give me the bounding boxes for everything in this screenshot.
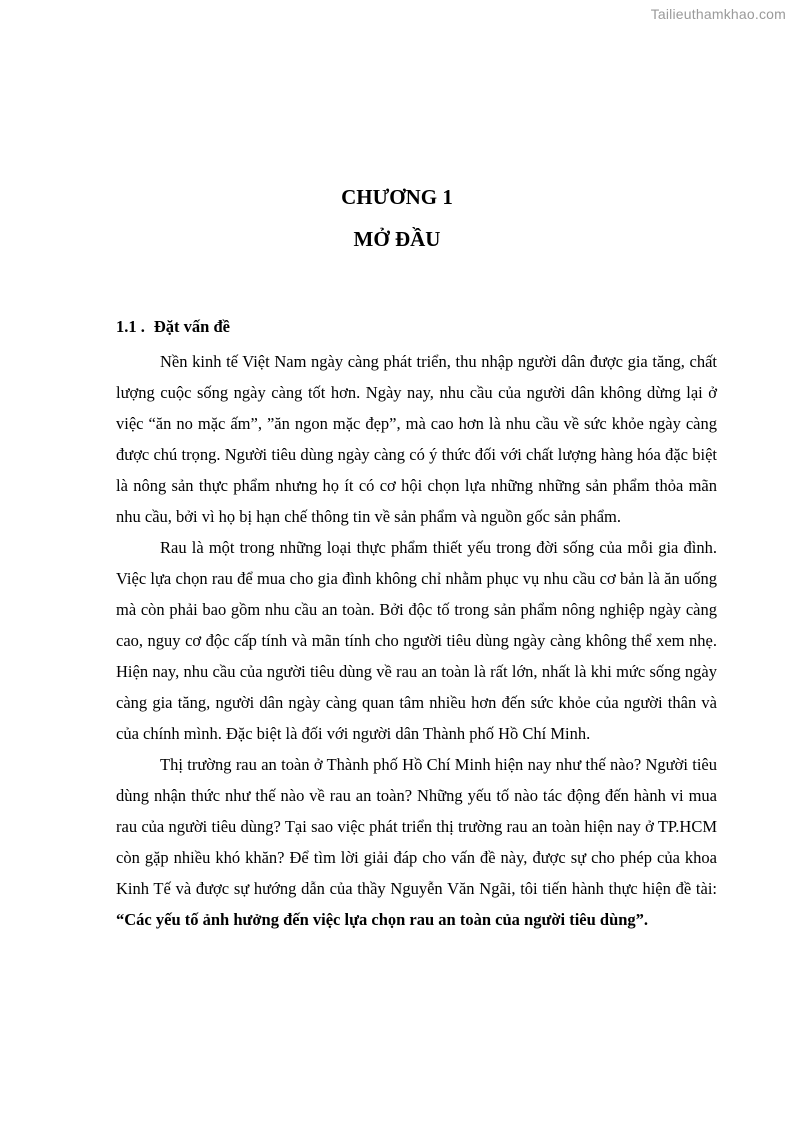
thesis-title: “Các yếu tố ảnh hưởng đến việc lựa chọn rau an toàn của người tiêu dùng”. bbox=[116, 910, 649, 929]
chapter-title: MỞ ĐẦU bbox=[353, 227, 441, 251]
section-title: Đặt vấn đề bbox=[153, 317, 230, 336]
section-number: 1.1 . bbox=[116, 317, 145, 336]
watermark-text: Tailieuthamkhao.com bbox=[650, 6, 786, 22]
paragraph-1: Nền kinh tế Việt Nam ngày càng phát triển, thu nhập người dân được gia tăng, chất lượng cuộc sống ngày càng tốt hơn. Ngày nay, nhu cầu của người dân không dừng lại ở việc “ăn no mặc ấm”, ”ăn ngon mặc đẹp”, mà cao hơn là nhu cầu về sức khỏe ngày càng được chú trọng. Người tiêu dùng ngày càng có ý thức đối với chất lượng hàng hóa đặc biệt là nông sản thực phẩm nhưng họ ít có cơ hội chọn lựa những những sản phẩm thỏa mãn nhu cầu, bởi vì họ bị hạn chế thông tin về sản phẩm và nguồn gốc sản phẩm. bbox=[116, 352, 717, 526]
paragraph-3 bbox=[116, 749, 717, 935]
body-text bbox=[116, 346, 717, 935]
chapter-heading bbox=[0, 176, 794, 260]
paragraph-3-text: Thị trường rau an toàn ở Thành phố Hồ Chí Minh hiện nay như thế nào? Người tiêu dùng nhận thức như thế nào về rau an toàn? Những yếu tố nào tác động đến hành vi mua rau của người tiêu dùng? Tại sao việc phát triển thị trường rau an toàn hiện nay ở TP.HCM còn gặp nhiều khó khăn? Để tìm lời giải đáp cho vấn đề này, được sự cho phép của khoa Kinh Tế và được sự hướng dẫn của thầy Nguyễn Văn Ngãi, tôi tiến hành thực hiện đề tài: bbox=[116, 755, 717, 898]
section-heading bbox=[116, 316, 230, 338]
paragraph-2: Rau là một trong những loại thực phẩm thiết yếu trong đời sống của mỗi gia đình. Việc lựa chọn rau để mua cho gia đình không chỉ nhằm phục vụ nhu cầu cơ bản là ăn uống mà còn phải bao gồm nhu cầu an toàn. Bởi độc tố trong sản phẩm nông nghiệp ngày càng cao, nguy cơ độc cấp tính và mãn tính cho người tiêu dùng ngày càng không thể xem nhẹ. Hiện nay, nhu cầu của người tiêu dùng về rau an toàn là rất lớn, nhất là khi mức sống ngày càng gia tăng, người dân ngày càng quan tâm nhiều hơn đến sức khỏe của người thân và của chính mình. Đặc biệt là đối với người dân Thành phố Hồ Chí Minh. bbox=[116, 538, 717, 743]
chapter-number: CHƯƠNG 1 bbox=[341, 185, 453, 209]
